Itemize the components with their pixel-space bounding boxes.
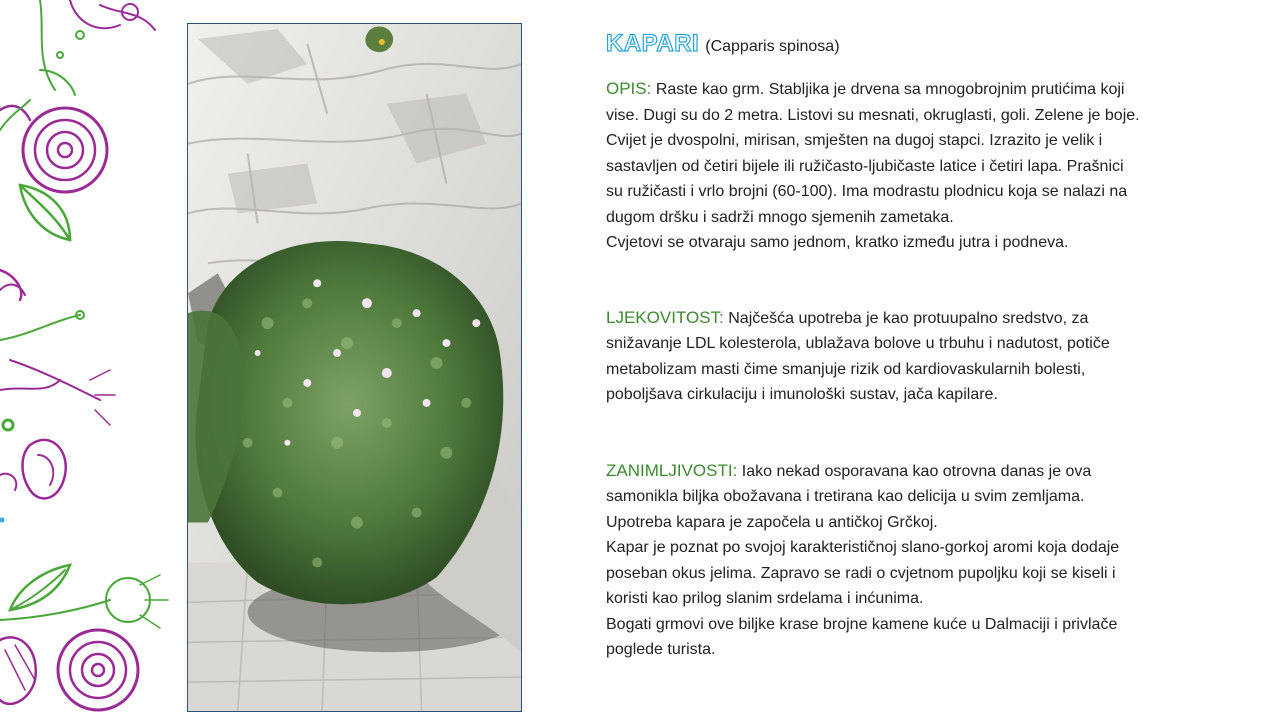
opis-line: sastavljen od četiri bijele ili ružičasto-ljubičaste latice i četiri lapa. Prašnici bbox=[606, 157, 1124, 175]
section-ljekovitost bbox=[606, 305, 1206, 408]
title-row bbox=[606, 30, 1206, 64]
ljekovitost-line: metabolizam masti čime smanjuje rizik od kardiovaskularnih bolesti, bbox=[606, 360, 1086, 378]
opis-line: su ružičasti i vrlo brojni (60-100). Ima modrastu plodnicu koja se nalazi na bbox=[606, 183, 1128, 200]
section-heading-zanimljivosti: ZANIMLJIVOSTI: bbox=[606, 460, 738, 480]
zanimljivosti-line: koristi kao prilog slanim srdelama i inćunima. bbox=[606, 590, 924, 607]
zanimljivosti-line: poglede turista. bbox=[606, 641, 716, 658]
opis-line: Cvijet je dvospolni, mirisan, smješten na dugoj stapci. Izrazito je velik i bbox=[606, 132, 1103, 149]
zanimljivosti-line: Upotreba kapara je započela u antičkoj Grčkoj. bbox=[606, 513, 938, 531]
zanimljivosti-line: Iako nekad osporavana kao otrovna danas je ova bbox=[741, 462, 1092, 480]
opis-line: dugom dršku i sadrži mnogo sjemenih zametaka. bbox=[606, 208, 954, 226]
opis-line: Raste kao grm. Stabljika je drvena sa mnogobrojnim prutićima koji bbox=[655, 81, 1125, 98]
ljekovitost-line: snižavanje LDL kolesterola, ublažava bolove u trbuhu i nadutost, potiče bbox=[606, 335, 1110, 352]
opis-line: vise. Dugi su do 2 metra. Listovi su mesnati, okruglasti, goli. Zelene je boje. bbox=[606, 106, 1140, 124]
zanimljivosti-line: poseban okus jelima. Zapravo se radi o cvjetnom pupoljku koji se kiseli i bbox=[606, 564, 1116, 582]
ljekovitost-line: Najčešća upotreba je kao protuupalno sredstvo, za bbox=[728, 309, 1089, 327]
zanimljivosti-line: Bogati grmovi ove biljke krase brojne kamene kuće u Dalmaciji i privlače bbox=[606, 615, 1118, 633]
section-heading-opis: OPIS: bbox=[606, 79, 652, 98]
section-heading-ljekovitost: LJEKOVITOST: bbox=[606, 307, 724, 327]
ljekovitost-line: poboljšava cirkulaciju i imunološki sustav, jača kapilare. bbox=[606, 386, 998, 403]
opis-line: Cvjetovi se otvaraju samo jednom, kratko između jutra i podneva. bbox=[606, 234, 1069, 251]
content-area bbox=[606, 30, 1206, 663]
page-title: KAPARI bbox=[606, 30, 700, 57]
floral-border-decoration bbox=[0, 0, 180, 717]
section-opis bbox=[606, 76, 1206, 256]
latin-name: (Capparis spinosa) bbox=[705, 38, 840, 55]
section-zanimljivosti bbox=[606, 458, 1206, 663]
zanimljivosti-line: Kapar je poznat po svojoj karakterističnoj slano-gorkoj aromi koja dodaje bbox=[606, 539, 1120, 556]
caper-bush-photo bbox=[187, 23, 522, 712]
zanimljivosti-line: samonikla biljka obožavana i tretirana kao delicija u svim zemljama. bbox=[606, 488, 1085, 505]
